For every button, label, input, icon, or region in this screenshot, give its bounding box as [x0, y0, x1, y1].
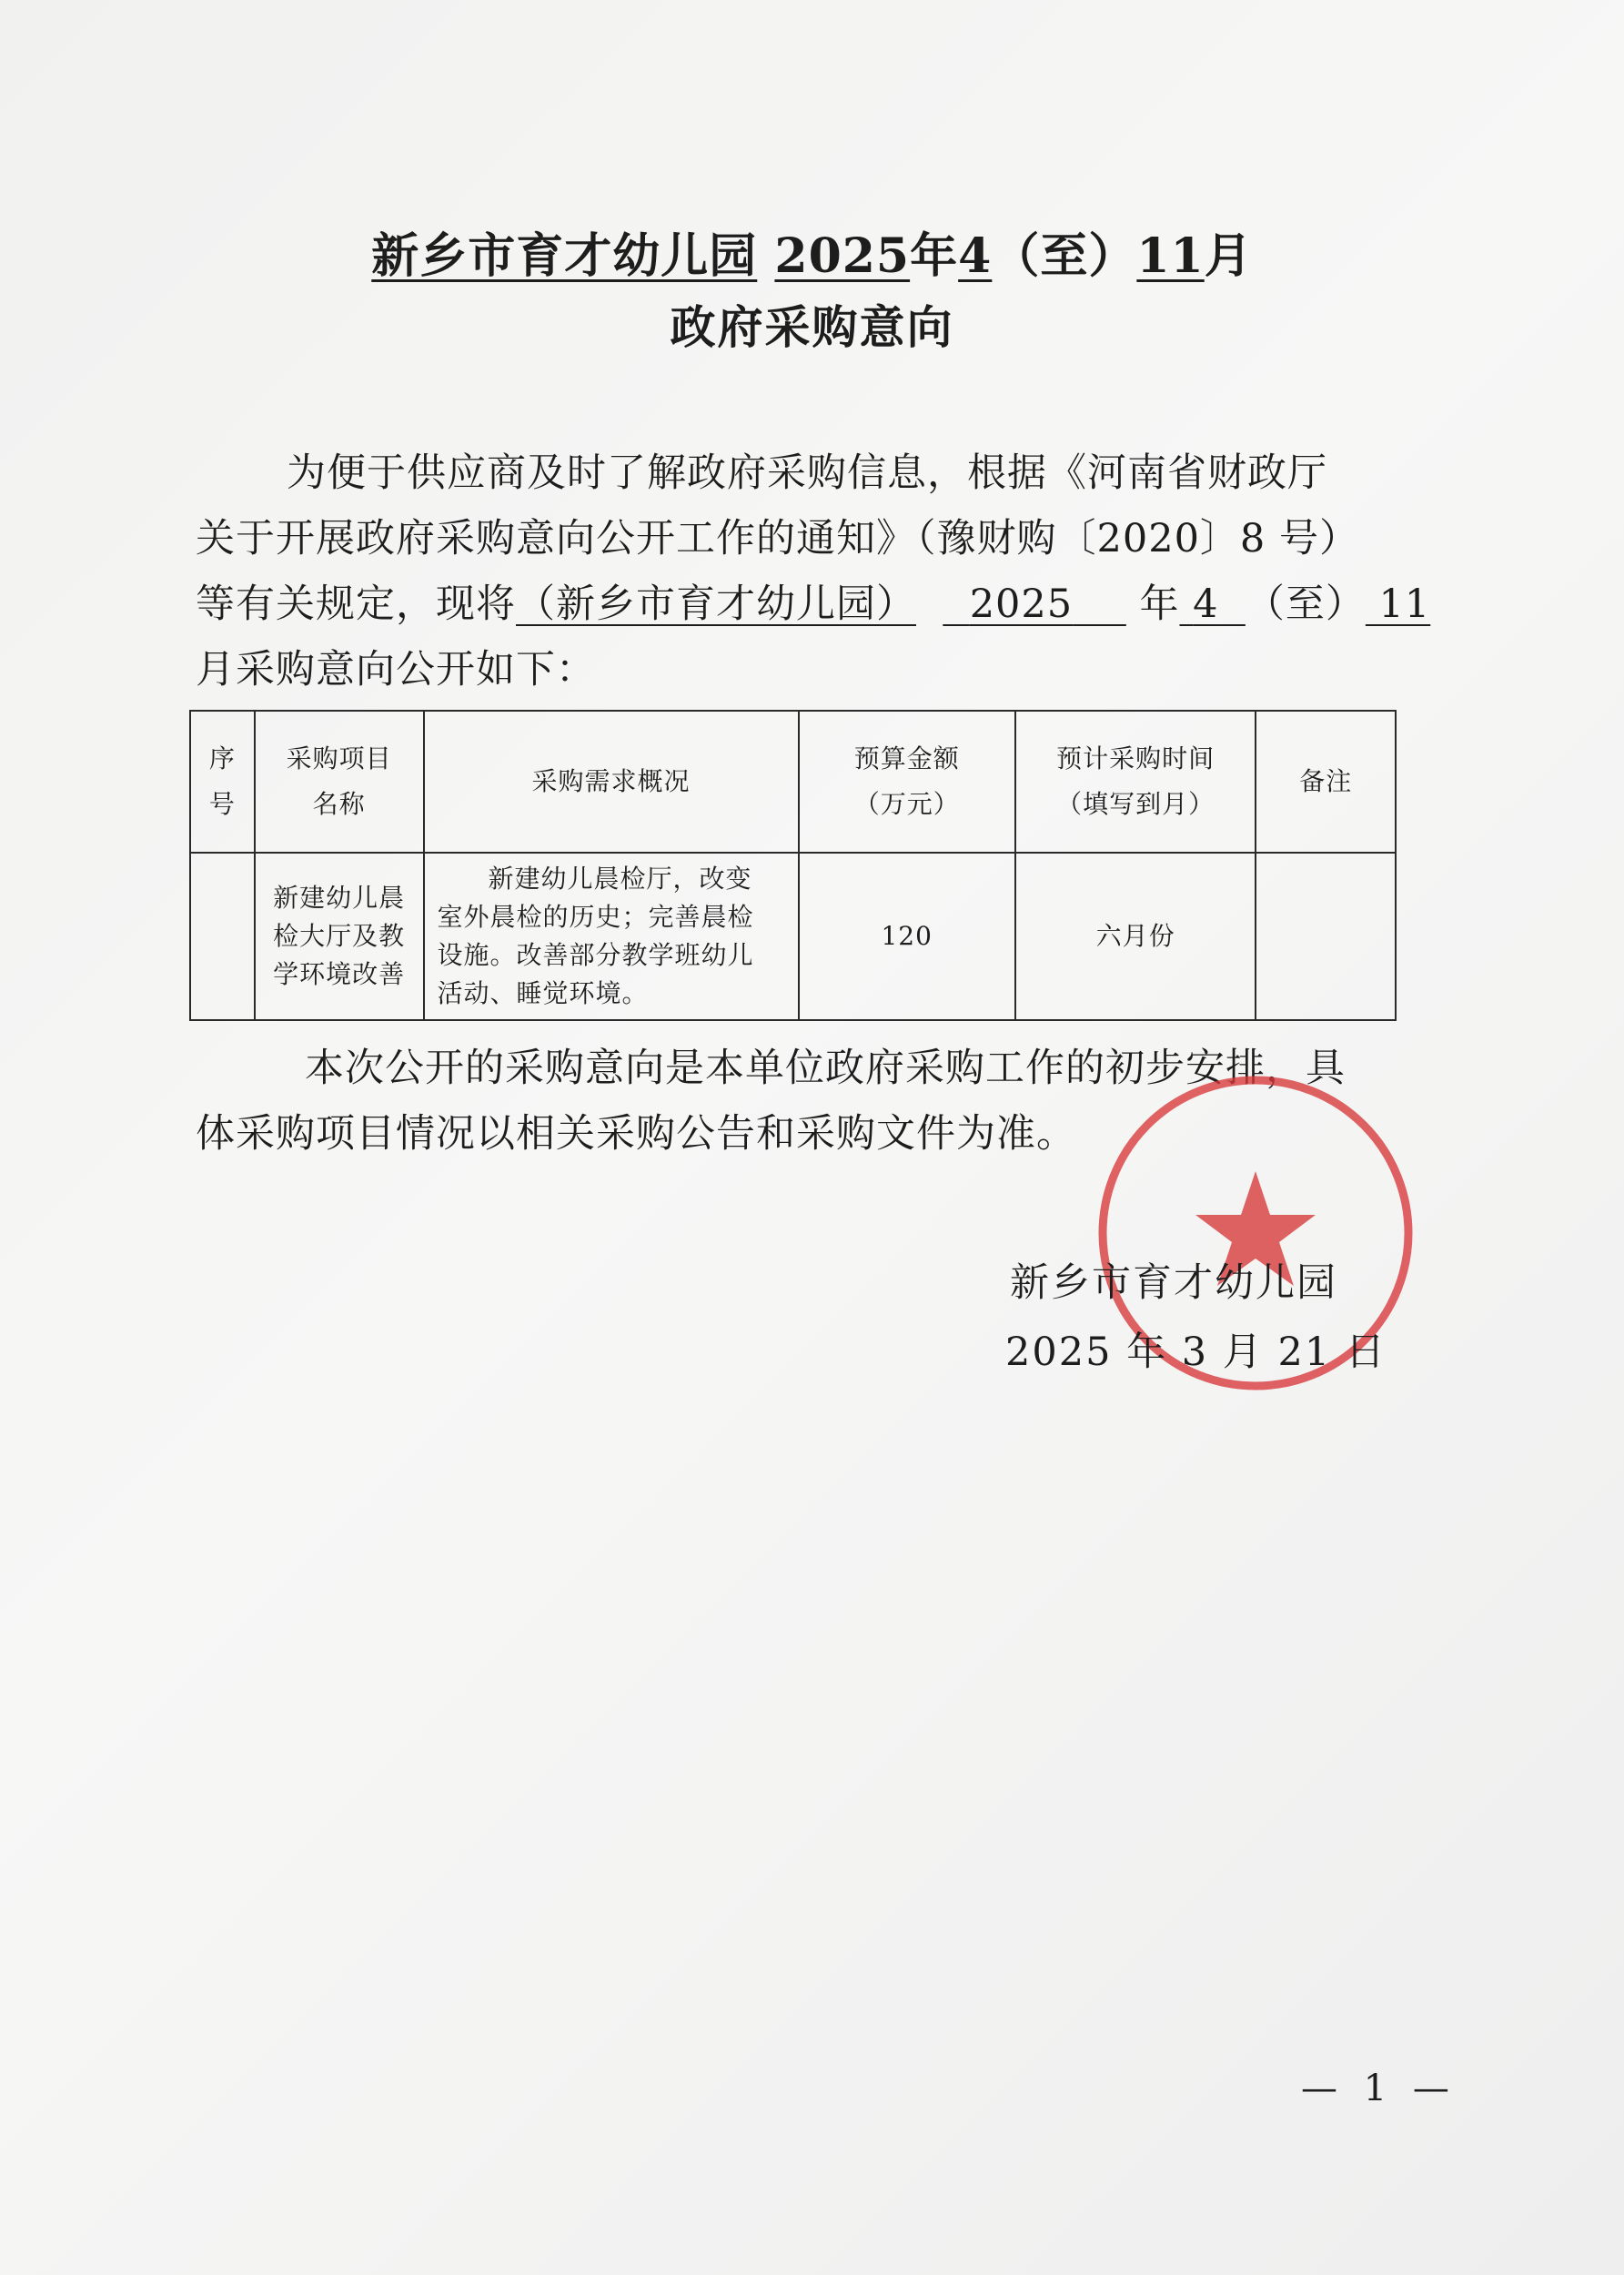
closing-line-2: 体采购项目情况以相关采购公告和采购文件为准。: [196, 1111, 1076, 1157]
header-budget-b: （万元）: [853, 789, 960, 819]
intro-line-1: 为便于供应商及时了解政府采购信息，根据《河南省财政厅: [287, 450, 1327, 496]
title-to: （至）: [992, 228, 1137, 284]
intro-line-3: [196, 571, 1442, 637]
intro-year: 2025: [969, 581, 1074, 627]
header-name: [255, 711, 424, 853]
table-header-row: [190, 711, 1396, 853]
signature-date: 2025 年 3 月 21 日: [1005, 1330, 1387, 1375]
header-seq-b: 号: [208, 789, 236, 819]
intro-to: （至）: [1245, 581, 1366, 627]
intro-month-end-blank: [1366, 581, 1430, 627]
intro-month-end: 11: [1378, 581, 1431, 627]
cell-name: [255, 853, 424, 1020]
signature-org: 新乡市育才幼儿园: [1010, 1260, 1337, 1306]
intro-year-blank: [943, 581, 1125, 627]
header-time-a: 预计采购时间: [1056, 743, 1215, 774]
cell-demand-line-3: 设施。改善部分教学班幼儿: [437, 940, 754, 970]
cell-seq: [190, 853, 255, 1020]
header-seq: [190, 711, 255, 853]
header-time: [1015, 711, 1256, 853]
closing-line-1: 本次公开的采购意向是本单位政府采购工作的初步安排，具: [305, 1046, 1346, 1091]
title-year-unit: 年: [910, 228, 959, 284]
intro-year-unit: 年: [1139, 581, 1180, 627]
cell-demand-line-2: 室外晨检的历史；完善晨检: [437, 902, 754, 932]
title-month-start: 4: [958, 228, 993, 284]
cell-demand: [424, 853, 799, 1020]
cell-remark: [1256, 853, 1396, 1020]
procurement-table: [189, 710, 1397, 1021]
intro-prefix: 等有关规定，现将: [196, 581, 516, 627]
cell-demand-line-1: 新建幼儿晨检厅，改变: [488, 864, 752, 894]
header-remark: 备注: [1256, 711, 1396, 853]
intro-org-blank: （新乡市育才幼儿园）: [516, 581, 916, 627]
intro-paragraph: [196, 440, 1442, 703]
title-year: 2025: [774, 228, 911, 284]
cell-name-line-1: 新建幼儿晨: [273, 883, 406, 913]
header-name-b: 名称: [312, 789, 366, 819]
header-budget: [799, 711, 1015, 853]
intro-line-4: 月采购意向公开如下：: [196, 647, 596, 693]
cell-name-line-3: 学环境改善: [273, 959, 406, 989]
intro-month-start: 4: [1193, 581, 1219, 627]
document-title: [0, 228, 1624, 286]
header-seq-a: 序: [208, 743, 236, 774]
intro-month-start-blank: [1179, 581, 1245, 627]
header-budget-a: 预算金额: [853, 743, 960, 774]
header-time-b: （填写到月）: [1056, 789, 1215, 819]
cell-name-line-2: 检大厅及教: [273, 921, 406, 951]
page-number: — 1 —: [1301, 2068, 1457, 2109]
cell-time: 六月份: [1015, 853, 1256, 1020]
document-subtitle: 政府采购意向: [670, 300, 954, 354]
title-month-end: 11: [1136, 228, 1205, 284]
header-name-a: 采购项目: [286, 743, 392, 774]
title-month-unit: 月: [1204, 228, 1253, 284]
intro-line-2: 关于开展政府采购意向公开工作的通知》（豫财购〔2020〕8 号）: [196, 516, 1359, 561]
header-demand: 采购需求概况: [424, 711, 799, 853]
title-org: 新乡市育才幼儿园: [371, 228, 758, 284]
cell-demand-line-4: 活动、睡觉环境。: [437, 978, 649, 1008]
cell-budget: 120: [799, 853, 1015, 1020]
table-row: [190, 853, 1396, 1020]
